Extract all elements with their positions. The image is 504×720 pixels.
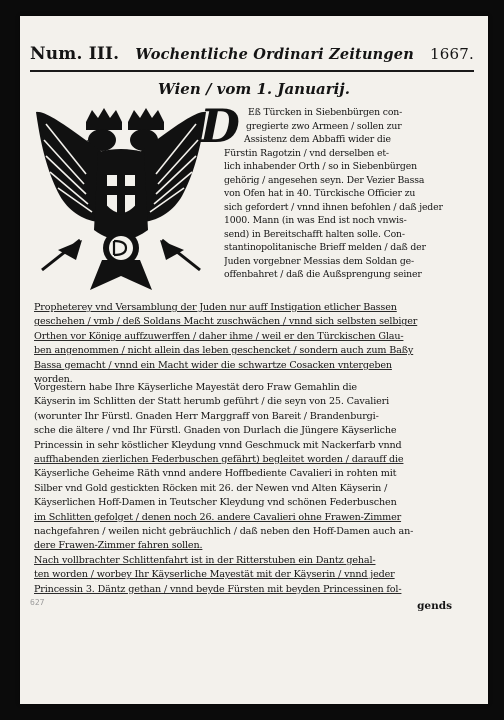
text-line: nachgefahren / weilen nicht gebräuchlich / daß neben den Hoff-Damen auch an- xyxy=(34,526,414,538)
article-column-right xyxy=(224,106,450,282)
text-line: Vorgestern habe Ihre Käyserliche Mayestät dero Fraw Gemahlin die xyxy=(34,382,357,393)
issue-number: Num. III. xyxy=(30,44,120,64)
text-line: gehörig / angesehen seyn. Der Vezier Bassa xyxy=(224,174,425,186)
catchword: gends xyxy=(417,600,452,612)
text-line: sich gefordert / vnnd ihnen befohlen / daß jeder xyxy=(224,201,443,213)
text-line: 1000. Mann (in was End ist noch vnwis- xyxy=(224,215,407,226)
text-line: im Schlitten gefolget / denen noch 26. andere Cavalieri ohne Frawen-Zimmer xyxy=(34,511,402,523)
page-mark: 627 xyxy=(30,598,45,607)
text-line: sche die ältere / vnd Ihr Fürstl. Gnaden von Durlach die Jüngere Käyserliche xyxy=(34,425,397,437)
masthead xyxy=(30,44,474,64)
text-line: geschehen / vmb / deß Soldans Macht zuschwächen / vnnd sich selbsten selbiger xyxy=(34,316,418,328)
dateline: Wien / vom 1. Januarij. xyxy=(158,80,350,98)
text-line: Nach vollbrachter Schlittenfahrt ist in der Ritterstuben ein Dantz gehal- xyxy=(34,554,376,566)
text-line: von Ofen hat in 40. Türckische Officier zu xyxy=(224,188,416,199)
text-line: Princessin 3. Däntz gethan / vnnd beyde Fürsten mit beyden Princessinen fol- xyxy=(34,583,402,595)
text-line: Juden vorgebner Messias dem Soldan ge- xyxy=(224,255,414,267)
text-line: worden. xyxy=(34,374,73,386)
text-line: send) in Bereitschafft halten solle. Con- xyxy=(224,228,405,240)
drop-cap: D xyxy=(200,99,240,153)
text-line: Princessin in sehr köstlicher Kleydung vnnd Geschmuck mit Nackerfarb vnnd xyxy=(34,439,402,451)
text-line: Silber vnd Gold gestickten Röcken mit 26. der Newen vnd Alten Käyserin / xyxy=(34,482,388,494)
text-line: Fürstin Ragotzin / vnd derselben et- xyxy=(224,147,389,159)
text-line: offenbahret / daß die Außsprengung seiner xyxy=(224,269,422,280)
text-line: lich inhabender Orth / so in Siebenbürgen xyxy=(224,161,417,172)
article-body-part-1 xyxy=(34,301,454,387)
text-line: Käyserlichen Hoff-Damen in Teutscher Kleydung vnd schönen Federbuschen xyxy=(34,497,397,509)
article-body-part-2 xyxy=(34,381,454,597)
text-line: ben angenommen / nicht allein das leben geschencket / sondern auch zum Baßy xyxy=(34,345,414,357)
issue-year: 1667. xyxy=(430,45,474,63)
text-line: Käyserliche Geheime Räth vnnd andere Hoffbediente Cavalieri in rohten mit xyxy=(34,468,397,480)
double-headed-eagle-icon xyxy=(32,100,210,296)
newspaper-title: Wochentliche Ordinari Zeitungen xyxy=(135,46,414,63)
text-line: Käyserin im Schlitten der Statt herumb geführt / die seyn von 25. Cavalieri xyxy=(34,396,389,408)
masthead-rule xyxy=(30,70,474,72)
text-line: Propheterey vnd Versamblung der Juden nur auff Instigation etlicher Bassen xyxy=(34,302,397,313)
text-line: dere Frawen-Zimmer fahren sollen. xyxy=(34,540,203,552)
text-line: Assistenz dem Abbaffi wider die xyxy=(244,134,391,145)
text-line: ten worden / worbey Ihr Käyserliche Mayestät mit der Käyserin / vnnd jeder xyxy=(34,569,395,581)
text-line: stantinopolitanische Brieff melden / daß der xyxy=(224,242,426,253)
text-line: Eß Türcken in Siebenbürgen con- xyxy=(248,107,403,118)
text-line: Orthen vor Könige auffzuwerffen / daher ihme / weil er den Türckischen Glau- xyxy=(34,330,404,342)
text-line: Bassa gemacht / vnnd ein Macht wider die schwartze Cosacken vntergeben xyxy=(34,359,392,371)
text-line: (worunter Ihr Fürstl. Gnaden Herr Marggraff von Bareit / Brandenburgi- xyxy=(34,410,379,422)
text-line: gregierte zwo Armeen / sollen zur xyxy=(246,120,402,132)
text-line: auffhabenden zierlichen Federbuschen gefährt) begleitet worden / darauff die xyxy=(34,454,404,466)
